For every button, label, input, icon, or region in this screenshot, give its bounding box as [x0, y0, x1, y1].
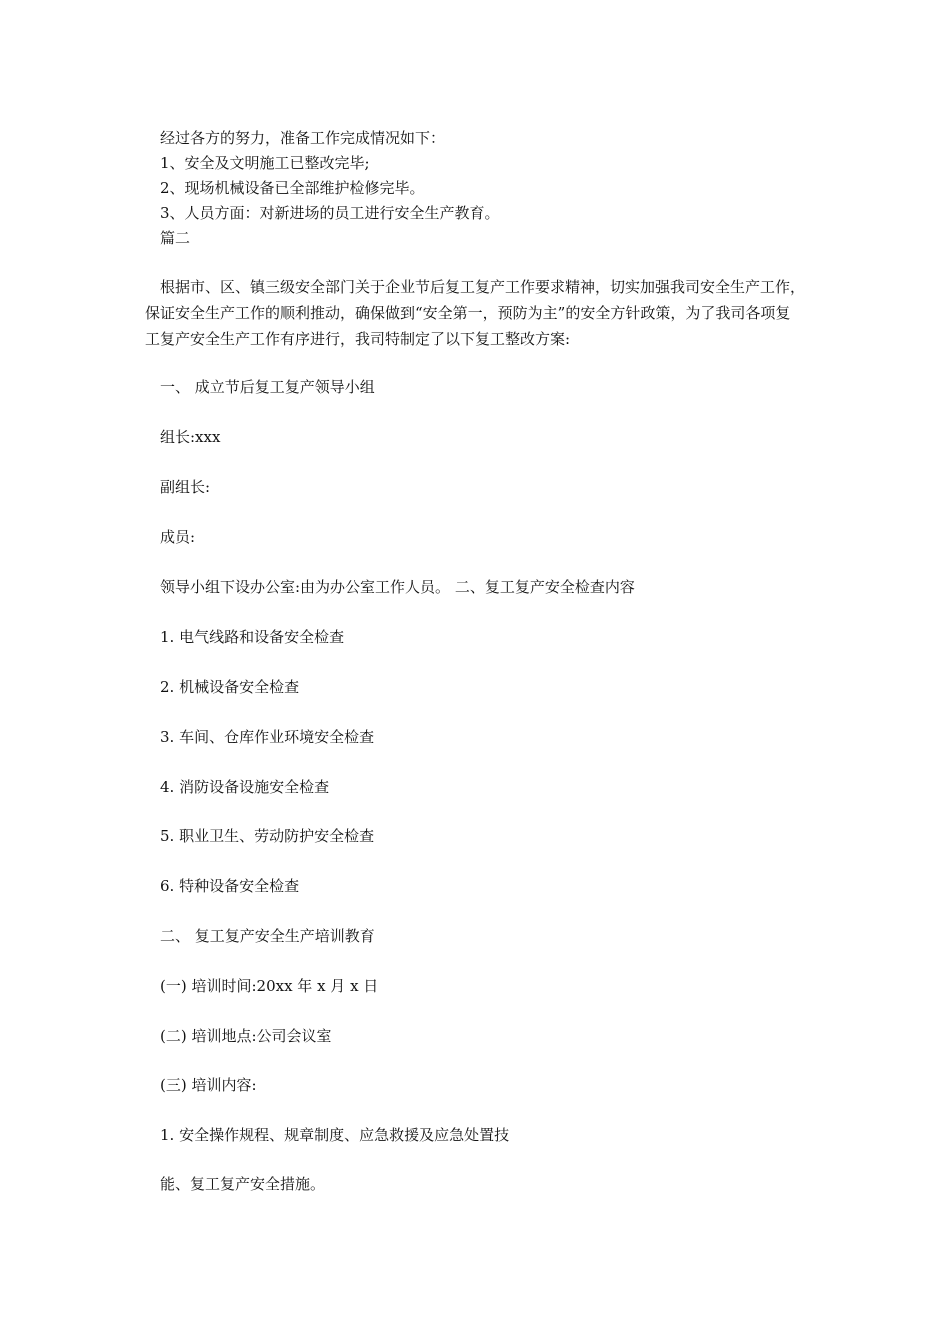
- members-line: 成员:: [160, 528, 196, 546]
- check-item: 4. 消防设备设施安全检查: [160, 778, 330, 796]
- leader-line: 组长:xxx: [160, 428, 221, 446]
- training-place: (二) 培训地点:公司会议室: [160, 1027, 332, 1045]
- heading-training: 二、 复工复产安全生产培训教育: [160, 927, 375, 945]
- content-item-continuation: 能、复工复产安全措施。: [160, 1175, 326, 1193]
- office-line: 领导小组下设办公室:由为办公室工作人员。 二、复工复产安全检查内容: [160, 578, 635, 596]
- check-item: 6. 特种设备安全检查: [160, 877, 300, 895]
- content-item: 1. 安全操作规程、规章制度、应急救援及应急处置技: [160, 1126, 510, 1144]
- status-item: 2、现场机械设备已全部维护检修完毕。: [160, 179, 425, 197]
- training-content: (三) 培训内容:: [160, 1076, 257, 1094]
- check-item: 5. 职业卫生、劳动防护安全检查: [160, 827, 375, 845]
- heading-leadership-group: 一、 成立节后复工复产领导小组: [160, 378, 375, 396]
- training-time: (一) 培训时间:20xx 年 x 月 x 日: [160, 977, 379, 995]
- section-title: 篇二: [160, 229, 191, 247]
- check-item: 3. 车间、仓库作业环境安全检查: [160, 728, 375, 746]
- vice-leader-line: 副组长:: [160, 478, 211, 496]
- intro-line: 经过各方的努力，准备工作完成情况如下：: [160, 129, 446, 147]
- check-item: 2. 机械设备安全检查: [160, 678, 300, 696]
- status-item: 3、人员方面：对新进场的员工进行安全生产教育。: [160, 204, 500, 222]
- check-item: 1. 电气线路和设备安全检查: [160, 628, 345, 646]
- status-item: 1、安全及文明施工已整改完毕;: [160, 154, 370, 172]
- intro-paragraph: 根据市、区、镇三级安全部门关于企业节后复工复产工作要求精神，切实加强我司安全生产工作，保证安全生产工作的顺利推动，确保做到“安全第一，预防为主”的安全方针政策，为了我司各项复工复产安全生产工作有序进行，我司特制定了以下复工整改方案:: [145, 278, 806, 348]
